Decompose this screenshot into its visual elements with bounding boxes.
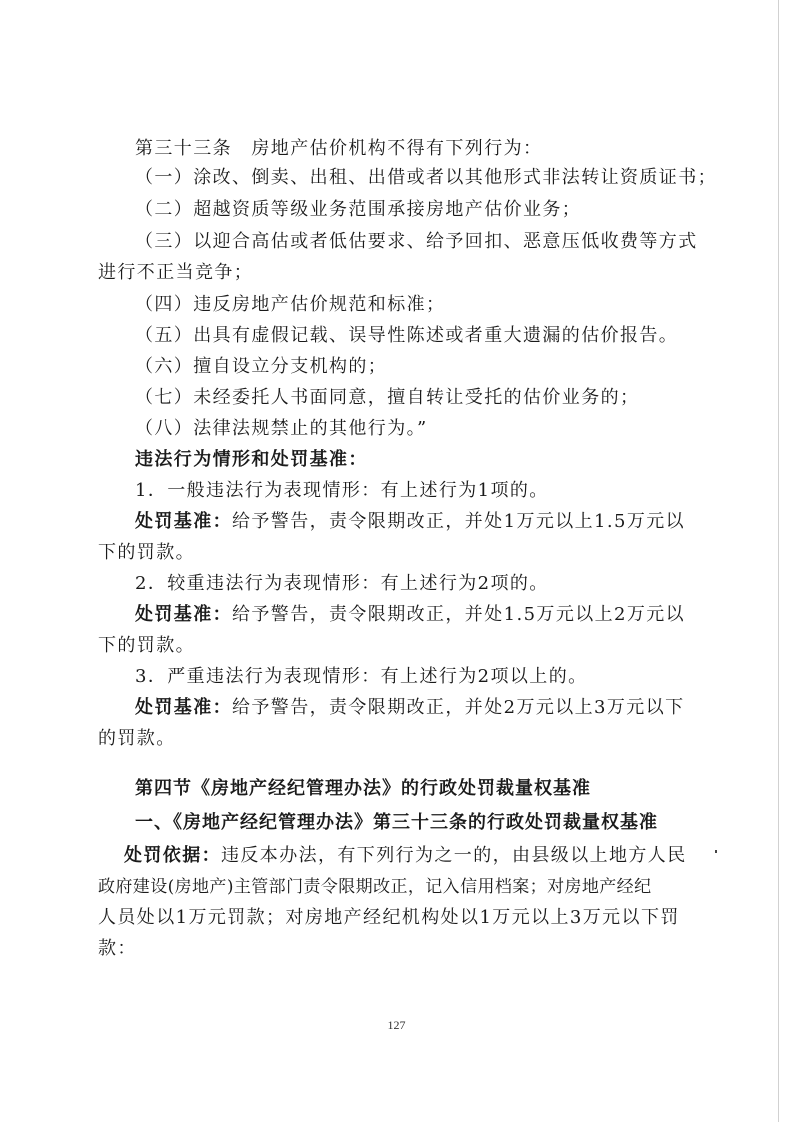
penalty-2-text: 给予警告，责令限期改正，并处1.5万元以上2万元以: [232, 604, 686, 625]
case-2: 2．较重违法行为表现情形：有上述行为2项的。: [135, 573, 549, 594]
penalty-3-cont: 的罚款。: [98, 728, 176, 749]
article-33-item-3: （三）以迎合高估或者低估要求、给予回扣、恶意压低收费等方式: [135, 231, 698, 252]
article-33-item-8: （八）法律法规禁止的其他行为。”: [135, 418, 428, 439]
article-33-item-3-cont: 进行不正当竞争；: [98, 262, 254, 283]
case-3: 3．严重违法行为表现情形：有上述行为2项以上的。: [135, 666, 588, 687]
article-33-item-6: （六）擅自设立分支机构的；: [135, 356, 388, 377]
article-33-item-1: （一）涂改、倒卖、出租、出借或者以其他形式非法转让资质证书；: [135, 167, 717, 188]
article-33-item-4: （四）违反房地产估价规范和标准；: [135, 294, 446, 315]
penalty-1-text: 给予警告，责令限期改正，并处1万元以上1.5万元以: [232, 511, 686, 532]
penalty-1: [135, 511, 685, 533]
section-4-title: 第四节《房地产经纪管理办法》的行政处罚裁量权基准: [135, 778, 591, 799]
case-1: 1．一般违法行为表现情形：有上述行为1项的。: [135, 480, 549, 501]
penalty-label: 处罚基准：: [135, 697, 232, 718]
scan-edge-line: [778, 0, 779, 1122]
penalty-basis-cont-2: 人员处以1万元罚款；对房地产经纪机构处以1万元以上3万元以下罚: [98, 907, 680, 928]
penalty-3: [135, 697, 685, 719]
basis-text: 违反本办法，有下列行为之一的，由县级以上地方人民: [221, 845, 687, 866]
basis-label: 处罚依据：: [124, 845, 221, 866]
page-number: 127: [387, 1018, 406, 1032]
penalty-basis-cont-1: 政府建设(房地产)主管部门责令限期改正，记入信用档案；对房地产经纪: [98, 877, 652, 897]
penalty-2-cont: 下的罚款。: [98, 635, 195, 656]
section-4-subtitle: 一、《房地产经纪管理办法》第三十三条的行政处罚裁量权基准: [135, 812, 658, 833]
penalty-label: 处罚基准：: [135, 511, 232, 532]
article-33-item-5: （五）出具有虚假记载、误导性陈述或者重大遗漏的估价报告。: [135, 325, 679, 346]
scan-speck: [715, 850, 717, 853]
standards-heading: 违法行为情形和处罚基准：: [135, 449, 368, 470]
article-33-title: 第三十三条 房地产估价机构不得有下列行为：: [135, 138, 543, 159]
penalty-basis: [124, 845, 687, 867]
penalty-3-text: 给予警告，责令限期改正，并处2万元以上3万元以下: [232, 697, 685, 718]
article-33-item-7: （七）未经委托人书面同意，擅自转让受托的估价业务的；: [135, 387, 640, 408]
penalty-2: [135, 604, 685, 626]
penalty-label: 处罚基准：: [135, 604, 232, 625]
article-33-item-2: （二）超越资质等级业务范围承接房地产估价业务；: [135, 199, 582, 220]
penalty-1-cont: 下的罚款。: [98, 542, 195, 563]
penalty-basis-cont-3: 款：: [98, 938, 137, 959]
